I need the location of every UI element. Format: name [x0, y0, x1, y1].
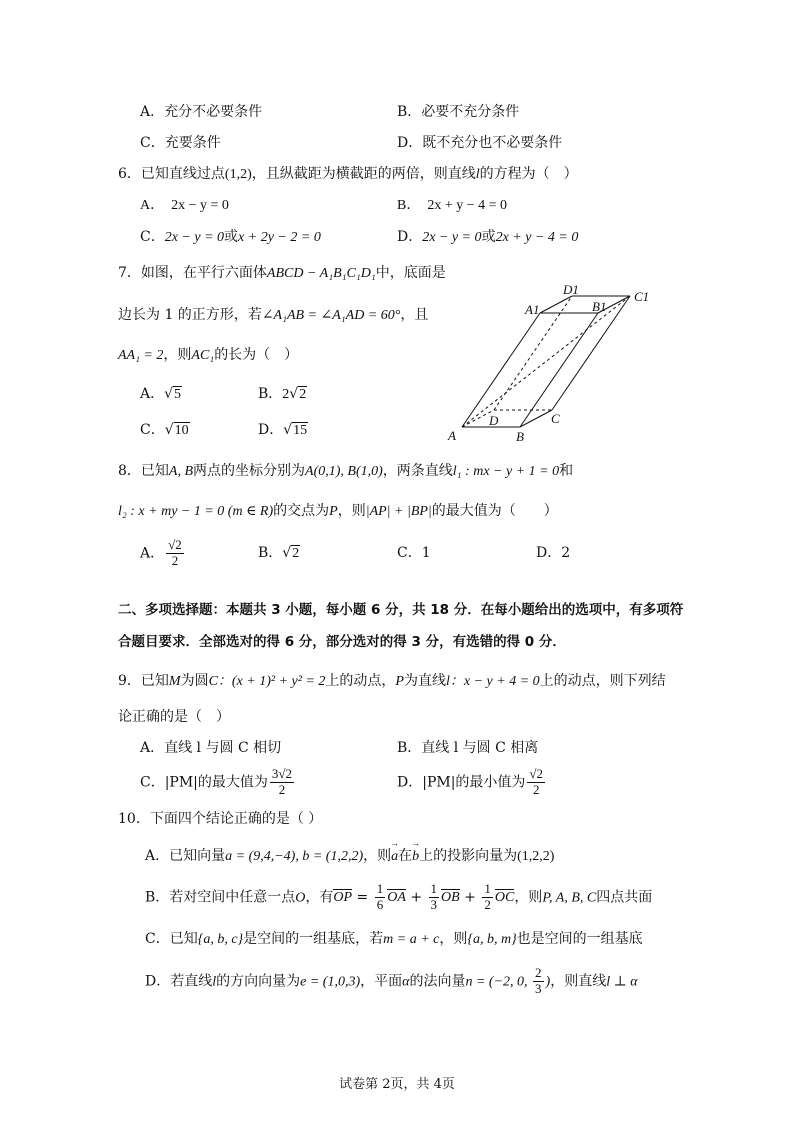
label-a: A	[448, 428, 456, 443]
q8-stem-line1: 8．已知A, B两点的坐标分别为A(0,1), B(1,0)，两条直线l₁ : mx − y + 1 = 0和	[118, 463, 574, 479]
q8-option-d: D．2	[536, 545, 571, 561]
q6-option-d: D．2x − y = 0或2x + y − 4 = 0	[397, 229, 579, 245]
q6-option-c: C．2x − y = 0或x + 2y − 2 = 0	[140, 229, 321, 245]
q8-option-b: B．√2	[258, 545, 300, 561]
q10-option-c: C．已知{a, b, c}是空间的一组基底，若m = a + c，则{a, b, m}也是空间的一组基底	[145, 931, 643, 947]
q6-option-a: A． 2x − y = 0	[140, 198, 229, 213]
q7-option-d: D．√15	[258, 422, 308, 438]
q8-option-a: A． $\frac{√2}{2}$	[140, 537, 182, 568]
q6-stem: 6．已知直线过点(1,2)，且纵截距为横截距的两倍，则直线l的方程为（ ）	[118, 166, 578, 182]
q10-option-d: D．若直线l的方向向量为e = (1,0,3)，平面α的法向量n = (−2, 0, $\frac{2}{3}$ )，则直线l ⊥ α	[145, 965, 638, 996]
label-b: B	[516, 429, 524, 444]
q10-option-b: B．若对空间中任意一点O，有OP = $\frac{1}{6}$ OA + $\frac{1}{3}$ OB + $\frac{1}{2}$ OC，则P, A, B, C四点共面	[145, 881, 653, 912]
label-d1: D1	[563, 282, 579, 297]
q5-option-b: B．必要不充分条件	[397, 104, 520, 120]
q6-option-b: B． 2x + y − 4 = 0	[397, 198, 508, 213]
label-d: D	[489, 413, 499, 428]
diagonal-ac1	[462, 296, 630, 427]
q7-option-c: C．√10	[140, 422, 189, 438]
label-c: C	[551, 411, 560, 426]
q5-option-c: C．充要条件	[140, 135, 221, 151]
page-footer: 试卷第 2页，共 4页	[339, 1077, 455, 1092]
q9-stem-line2: 论正确的是（ ）	[118, 709, 230, 725]
q5-option-a: A．充分不必要条件	[140, 104, 263, 120]
label-a1: A1	[525, 302, 540, 317]
q7-stem-line2: 边长为 1 的正方形，若∠A₁AB = ∠A₁AD = 60°，且	[118, 307, 429, 323]
parallelepiped-figure	[440, 280, 660, 450]
q7-option-b: B．2√2	[258, 386, 307, 402]
section2-header-line2: 合题目要求．全部选对的得 6 分，部分选对的得 3 分，有选错的得 0 分．	[118, 634, 566, 650]
label-b1: B1	[592, 299, 607, 314]
q7-stem-line1: 7．如图，在平行六面体ABCD − A₁B₁C₁D₁中，底面是	[118, 265, 446, 281]
q9-option-a: A．直线 l 与圆 C 相切	[140, 740, 282, 756]
edge-a1d1	[540, 296, 572, 313]
q5-option-d: D．既不充分也不必要条件	[397, 135, 563, 151]
q8-option-c: C．1	[397, 545, 431, 561]
q10-option-a: A．已知向量a = (9,4,−4), b = (1,2,2)，则→ a在→ b上的投影向量为(1,2,2)	[145, 849, 554, 864]
q9-option-c: C．|PM|的最大值为 $\frac{3√2}{2}$	[140, 766, 293, 797]
q9-option-b: B．直线 l 与圆 C 相离	[397, 740, 539, 756]
section2-header-line1: 二、多项选择题：本题共 3 小题，每小题 6 分，共 18 分．在每小题给出的选项中，有多项符	[118, 602, 684, 618]
q9-option-d: D．|PM|的最小值为 $\frac{√2}{2}$	[397, 766, 544, 797]
q7-stem-line3: AA₁ = 2，则AC₁的长为（ ）	[118, 347, 299, 363]
q8-stem-line2: l₂ : x + my − 1 = 0 (m ∈ R)的交点为P，则|AP| + |BP|的最大值为（ ）	[118, 503, 558, 519]
q9-stem-line1: 9．已知M为圆C：(x + 1)² + y² = 2上的动点，P为直线l：x − y + 4 = 0上的动点，则下列结	[118, 673, 666, 689]
label-c1: C1	[634, 289, 650, 304]
q7-option-a: A．√5	[140, 386, 182, 402]
edge-bc	[520, 410, 552, 427]
q10-stem: 10．下面四个结论正确的是（ ）	[118, 811, 323, 827]
